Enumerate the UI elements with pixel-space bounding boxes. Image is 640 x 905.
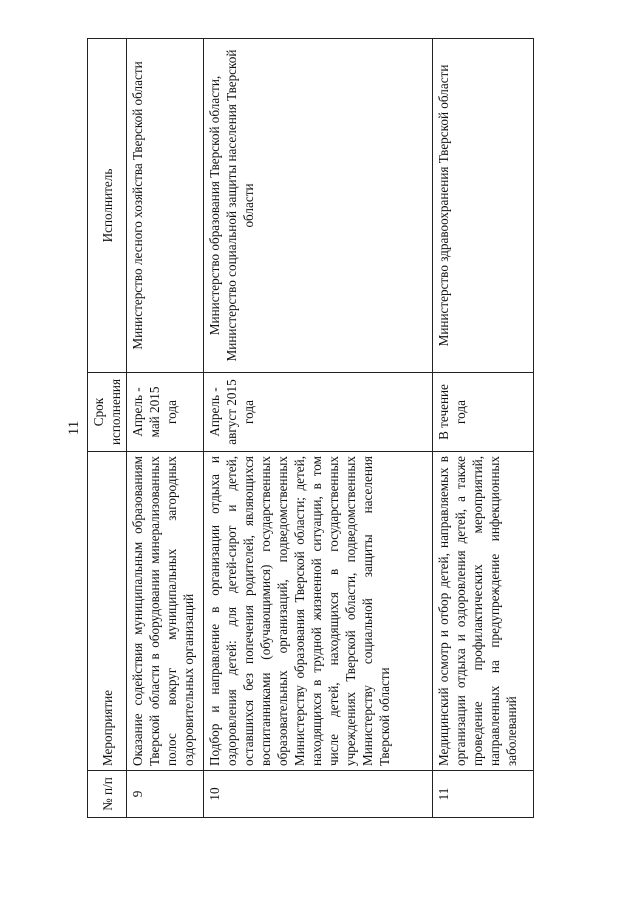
row-executor: Министерство образования Тверской области, Министерство социальной защиты населения Тверской области	[204, 39, 433, 373]
page-number: 11	[66, 420, 82, 436]
header-num: № п/п	[88, 771, 127, 818]
header-activity: Мероприятие	[88, 452, 127, 771]
row-num: 9	[127, 771, 204, 818]
row-executor: Министерство здравоохранения Тверской области	[433, 39, 534, 373]
header-term: Срок исполнения	[88, 373, 127, 452]
row-activity: Оказание содействия муниципальным образованиям Тверской области в оборудовании минерализованных полос вокруг муниципальных загородных оздоровительных организаций	[127, 452, 204, 771]
row-activity: Подбор и направление в организации отдыха и оздоровления детей: для детей-сирот и детей, оставшихся без попечения родителей, являющихся воспитанниками (обучающимися) государственных образовательных организаций, подведомственных Министерству образования Тверской области; детей, находящихся в трудной жизненной ситуации, в том числе детей, находящихся в государственных учреждениях Тверской области, подведомственных Министерству социальной защиты населения Тверской области	[204, 452, 433, 771]
table-row	[204, 39, 433, 818]
row-executor: Министерство лесного хозяйства Тверской области	[127, 39, 204, 373]
rotated-page-content	[65, 38, 615, 818]
measures-table	[87, 38, 534, 818]
table-header-row	[88, 39, 127, 818]
header-executor: Исполнитель	[88, 39, 127, 373]
row-num: 11	[433, 771, 534, 818]
row-activity: Медицинский осмотр и отбор детей, направляемых в организации отдыха и оздоровления детей, а также проведение профилактических мероприятий, направленных на предупреждение инфекционных заболеваний	[433, 452, 534, 771]
row-num: 10	[204, 771, 433, 818]
table-row	[127, 39, 204, 818]
table-row	[433, 39, 534, 818]
row-term: Апрель - август 2015 года	[204, 373, 433, 452]
row-term: Апрель - май 2015 года	[127, 373, 204, 452]
row-term: В течение года	[433, 373, 534, 452]
